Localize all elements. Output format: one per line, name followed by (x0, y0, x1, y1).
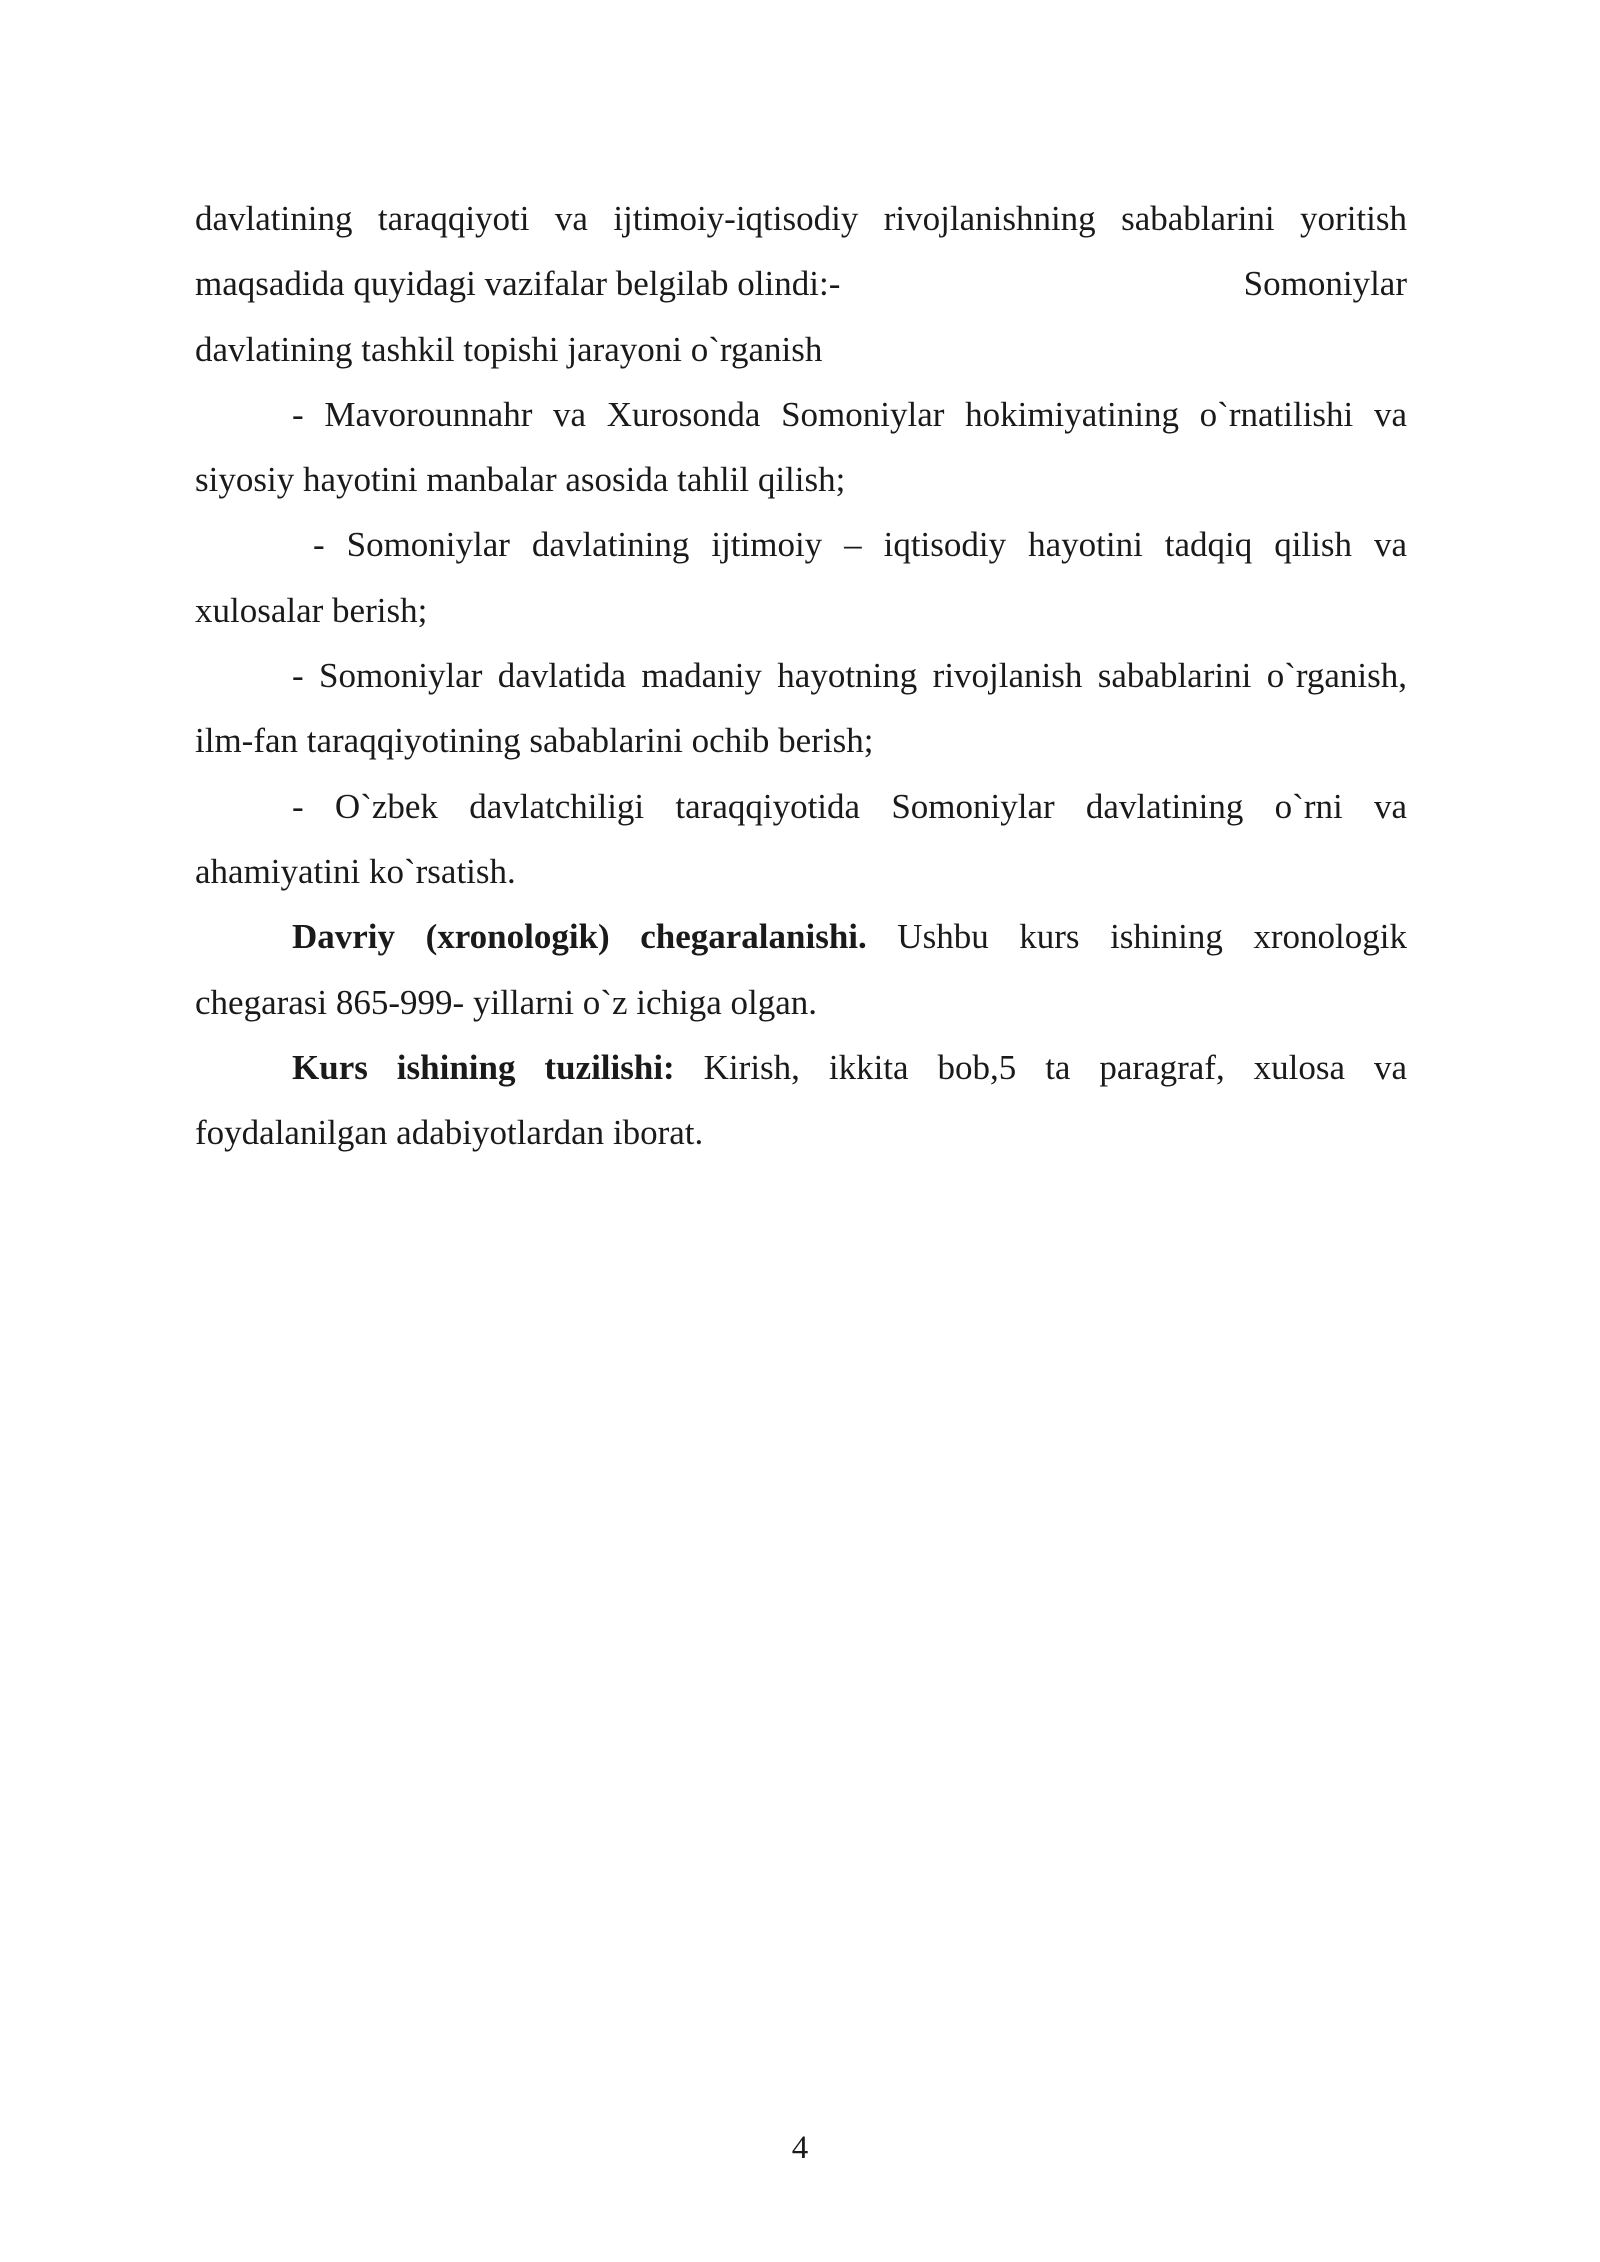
intro-line-2 (195, 251, 1407, 316)
intro-line-2-dash: - (828, 264, 841, 304)
intro-line-2-left: maqsadida quyidagi vazifalar belgilab olindi: (195, 264, 829, 304)
paragraph-task-economy: - Somoniylar davlatining ijtimoiy – iqtisodiy hayotini tadqiq qilish va xulosalar berish; (195, 525, 1407, 630)
structure-text: Kirish, ikkita bob,5 ta paragraf, xulosa va foydalanilgan adabiyotlardan iborat. (195, 1047, 1408, 1153)
paragraph-task-politics: - Mavorounnahr va Xurosonda Somoniylar hokimiyatining o`rnatilishi va siyosiy hayotini manbalar asosida tahlil qilish; (195, 394, 1407, 500)
intro-line-3: davlatining tashkil topishi jarayoni o`rganish (195, 329, 823, 369)
paragraph-structure (195, 1035, 1407, 1166)
intro-line-1: davlatining taraqqiyoti va ijtimoiy-iqtisodiy rivojlanishning sabablarini yoritish (195, 199, 1407, 238)
document-body (195, 186, 1407, 1165)
paragraph-tasks-intro (195, 186, 1407, 382)
chronology-text: Ushbu kurs ishining xronologik chegarasi 865-999- yillarni o`z ichiga olgan. (195, 917, 1408, 1022)
paragraph-task-culture: - Somoniylar davlatida madaniy hayotning rivojlanish sabablarini o`rganish, ilm-fan taraqqiyotining sabablarini ochib berish; (195, 656, 1407, 761)
page-number: 4 (791, 2130, 809, 2166)
paragraph-chronology (195, 904, 1407, 1035)
structure-label: Kurs ishining tuzilishi: (292, 1047, 675, 1087)
paragraph-task-significance: - O`zbek davlatchiligi taraqqiyotida Somoniylar davlatining o`rni va ahamiyatini ko`rsatish. (195, 786, 1407, 891)
intro-line-2-right: Somoniylar (1243, 264, 1407, 304)
chronology-label: Davriy (xronologik) chegaralanishi. (292, 917, 867, 957)
